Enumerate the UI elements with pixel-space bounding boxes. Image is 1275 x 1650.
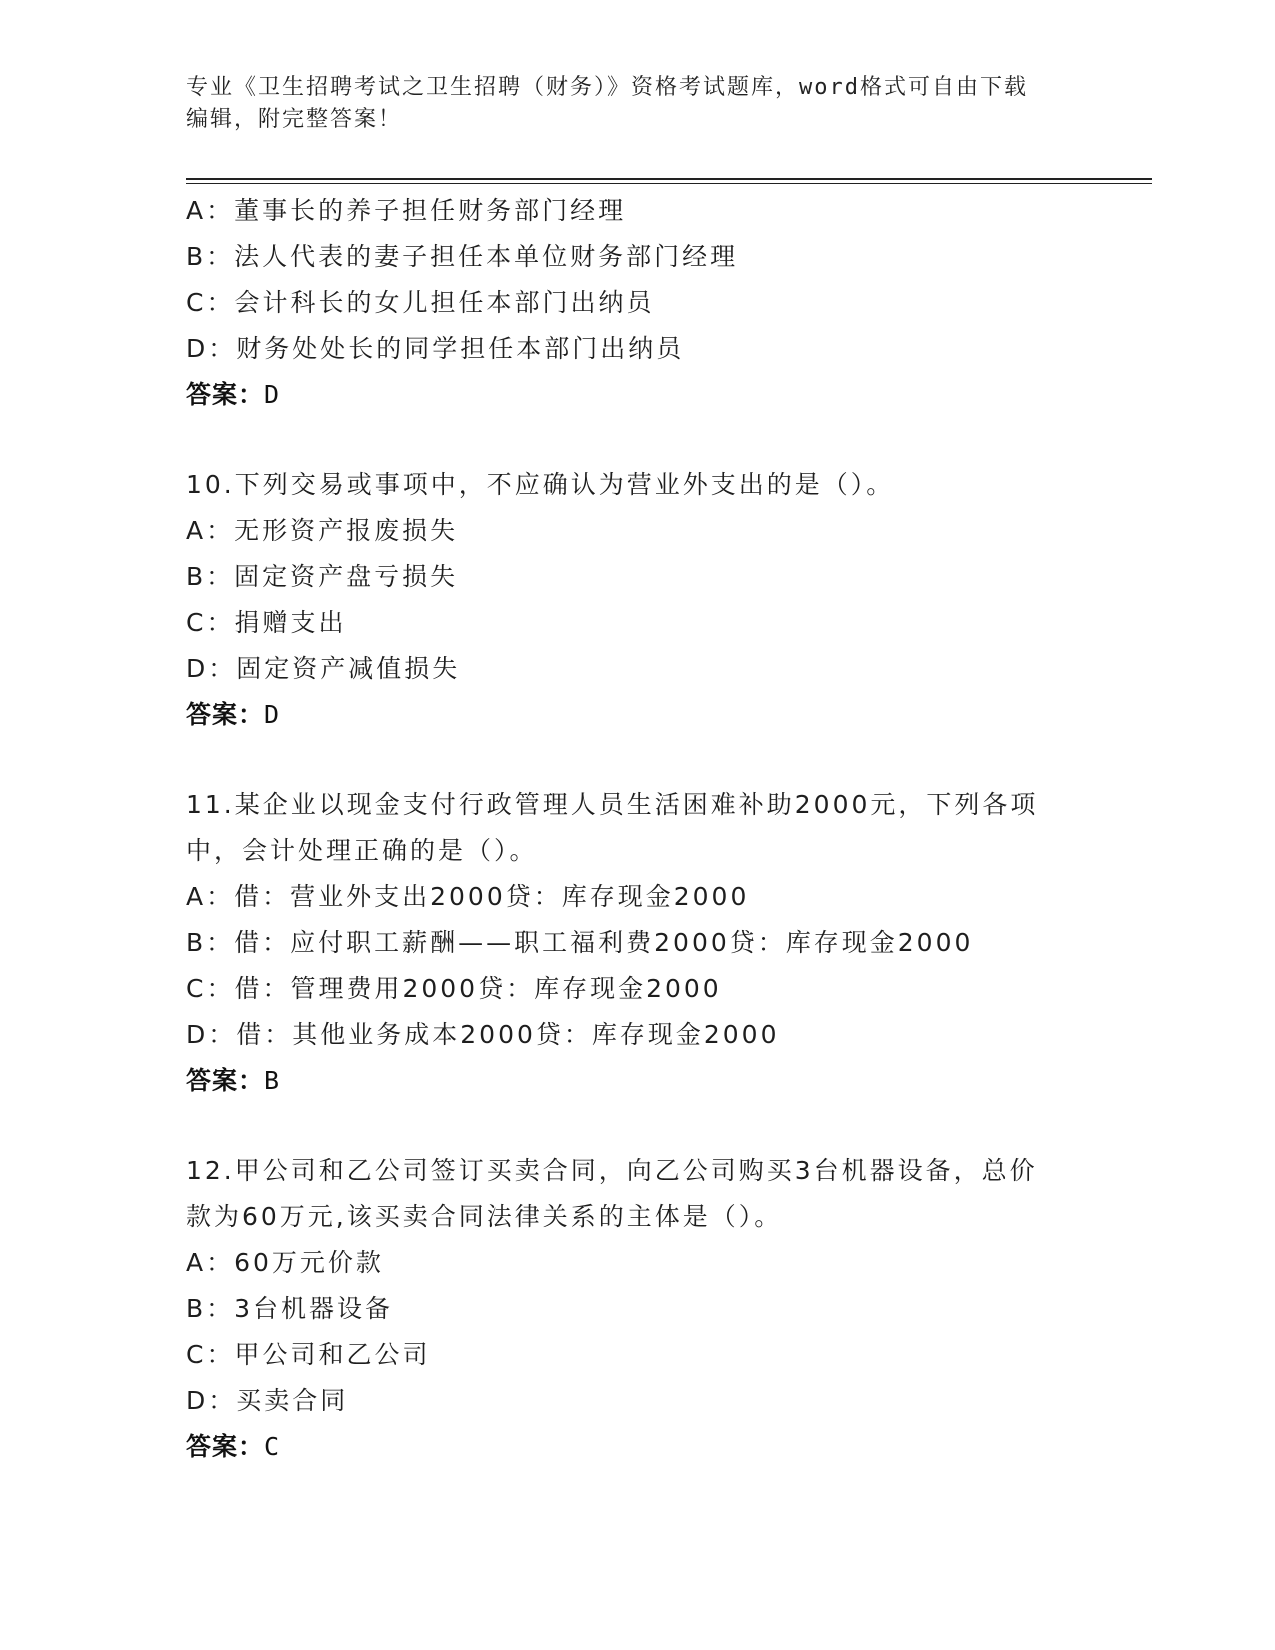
question-text: 11.某企业以现金支付行政管理人员生活困难补助2000元，下列各项: [186, 790, 1039, 819]
question-list: [186, 188, 1086, 1470]
option-item: C：甲公司和乙公司: [186, 1340, 431, 1369]
answer-label: 答案：: [186, 380, 265, 409]
option-item: D：固定资产减值损失: [186, 654, 461, 683]
question-text: 12.甲公司和乙公司签订买卖合同，向乙公司购买3台机器设备，总价: [186, 1156, 1038, 1185]
option-item: B：3台机器设备: [186, 1294, 394, 1323]
answer-line: [186, 1424, 1086, 1470]
answer-label: 答案：: [186, 700, 265, 729]
block-spacer: [186, 1104, 1086, 1148]
option-item: C：捐赠支出: [186, 608, 347, 637]
option-item: D：借：其他业务成本2000贷：库存现金2000: [186, 1020, 780, 1049]
question-block: [186, 1104, 1086, 1470]
option-item: C：会计科长的女儿担任本部门出纳员: [186, 288, 655, 317]
option-item: C：借：管理费用2000贷：库存现金2000: [186, 974, 722, 1003]
answer-line: [186, 692, 1086, 738]
answer-label: 答案：: [186, 1432, 265, 1461]
answer-value: B: [264, 1066, 281, 1095]
question-text: 款为60万元,该买卖合同法律关系的主体是（）。: [186, 1202, 783, 1231]
question-block: [186, 188, 1086, 418]
option-item: A：董事长的养子担任财务部门经理: [186, 196, 627, 225]
question-text: 10.下列交易或事项中，不应确认为营业外支出的是（）。: [186, 470, 895, 499]
answer-value: D: [264, 380, 281, 409]
option-item: A：借：营业外支出2000贷：库存现金2000: [186, 882, 750, 911]
option-item: A：无形资产报废损失: [186, 516, 459, 545]
header-line-1: 专业《卫生招聘考试之卫生招聘（财务）》资格考试题库，word格式可自由下载: [186, 75, 1028, 100]
option-item: A：60万元价款: [186, 1248, 384, 1277]
block-spacer: [186, 418, 1086, 462]
option-item: B：固定资产盘亏损失: [186, 562, 459, 591]
option-item: D：财务处处长的同学担任本部门出纳员: [186, 334, 685, 363]
question-text: 中，会计处理正确的是（）。: [186, 836, 538, 865]
block-spacer: [186, 738, 1086, 782]
answer-line: [186, 372, 1086, 418]
header-rule-thin: [186, 183, 1152, 184]
answer-value: D: [264, 700, 281, 729]
header-line-2: 编辑，附完整答案！: [186, 107, 403, 132]
answer-value: C: [264, 1432, 281, 1461]
option-item: B：法人代表的妻子担任本单位财务部门经理: [186, 242, 739, 271]
answer-line: [186, 1058, 1086, 1104]
question-block: [186, 418, 1086, 738]
option-item: B：借：应付职工薪酬——职工福利费2000贷：库存现金2000: [186, 928, 974, 957]
answer-label: 答案：: [186, 1066, 265, 1095]
header-rule-thick: [186, 178, 1152, 180]
option-item: D：买卖合同: [186, 1386, 349, 1415]
document-header: [186, 72, 1066, 136]
question-block: [186, 738, 1086, 1104]
